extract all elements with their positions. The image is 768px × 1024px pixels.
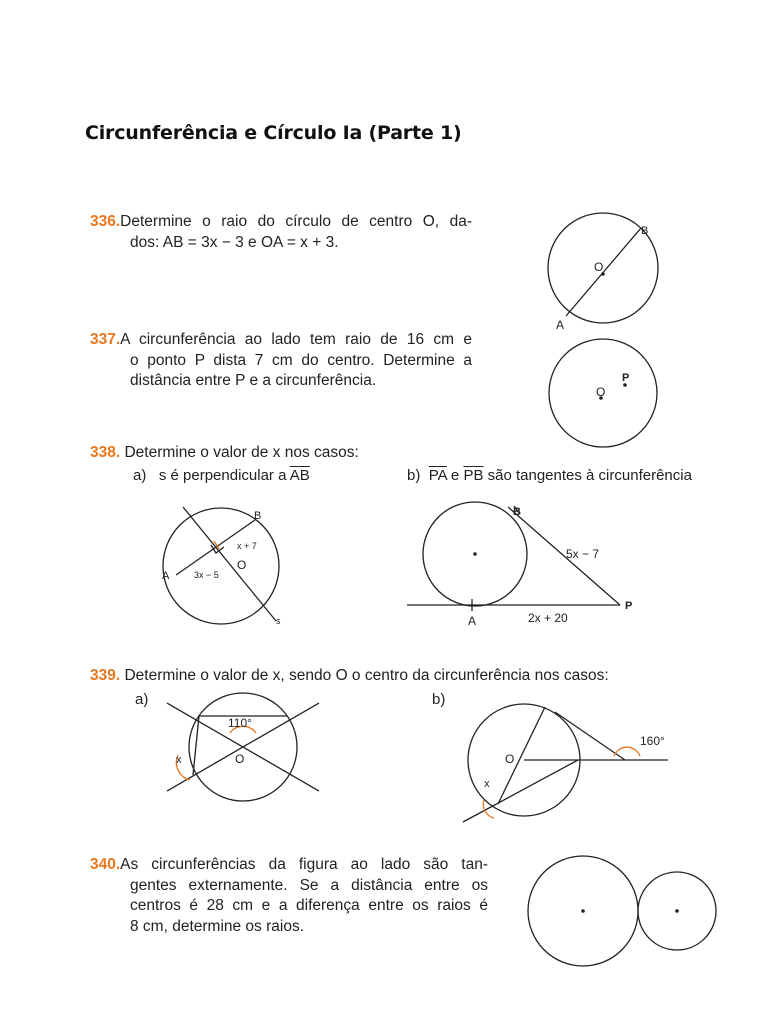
label-s: s	[276, 616, 281, 626]
problem-number: 337.	[90, 331, 121, 348]
problem-338-b-caption: b) $\overline{PA}$ e $\overline{PB}$ são tangentes à circunferência	[407, 467, 692, 484]
problem-337-line2: o ponto P dista 7 cm do centro. Determine a	[130, 351, 472, 369]
problem-340-line2: gentes externamente. Se a distância entre os	[130, 876, 488, 894]
label-a: A	[556, 318, 565, 332]
figure-339a	[167, 693, 319, 801]
center-point	[581, 909, 585, 913]
label-angle-110: 110°	[228, 716, 252, 730]
item-label: a)	[133, 467, 147, 484]
problem-337-line1: 337.A circunferência ao lado tem raio de 16 cm e	[90, 331, 472, 348]
page-title: Circunferência e Círculo Ia (Parte 1)	[85, 122, 462, 144]
figure-339b	[463, 704, 668, 822]
label-o: O	[596, 385, 606, 399]
problem-340-line4: 8 cm, determine os raios.	[130, 917, 305, 935]
problem-340-line1: 340.As circunferências da figura ao lado são tan-	[90, 856, 488, 873]
figure-340	[528, 856, 716, 966]
problem-number: 339.	[90, 667, 121, 684]
segment-ab: $\overline{AB}$	[289, 467, 310, 484]
segment-pb: $\overline{PB}$	[463, 467, 484, 484]
problem-number: 336.	[90, 213, 121, 230]
label-a: A	[162, 570, 170, 582]
problem-340-line3: centros é 28 cm e a diferença entre os raios é	[130, 897, 488, 914]
label-o: O	[235, 752, 245, 766]
label-o: O	[237, 558, 247, 572]
label-b: B	[641, 225, 649, 237]
label-p: P	[625, 600, 633, 612]
problem-336-line2: dos: AB = 3x − 3 e OA = x + 3.	[130, 233, 339, 251]
label-expr-x-plus-7: x + 7	[237, 541, 257, 551]
label-x: x	[484, 778, 490, 790]
problem-336-line1: 336.Determine o raio do círculo de centro O, da-	[90, 213, 472, 230]
item-label: b)	[407, 467, 421, 484]
label-p: P	[622, 372, 630, 384]
label-expr-5x-minus-7: 5x − 7	[566, 547, 600, 561]
label-o: O	[594, 260, 604, 274]
figure-338a	[163, 507, 279, 624]
segment-pa: $\overline{PA}$	[428, 467, 447, 484]
problem-338-text: Determine o valor de x nos casos:	[124, 444, 359, 461]
problem-339-text: Determine o valor de x, sendo O o centro da circunferência nos casos:	[124, 667, 609, 684]
label-b: B	[254, 510, 262, 522]
label-o: O	[505, 752, 515, 766]
center-point	[473, 552, 477, 556]
label-angle-160: 160°	[640, 734, 665, 748]
problem-339-b-label: b)	[432, 691, 446, 708]
label-a: A	[468, 614, 477, 628]
problem-339-a-label: a)	[135, 691, 149, 708]
label-b: B	[513, 506, 521, 518]
problem-number: 340.	[90, 856, 121, 873]
problem-number: 338.	[90, 444, 121, 461]
center-point	[675, 909, 679, 913]
label-expr-3x-minus-5: 3x − 5	[194, 570, 219, 580]
label-expr-2x-plus-20: 2x + 20	[528, 611, 568, 625]
problem-338-a-caption: a) s é perpendicular a $\overline{AB}$	[133, 467, 310, 484]
problem-337-line3: distância entre P e a circunferência.	[130, 372, 377, 389]
label-x: x	[176, 754, 182, 766]
